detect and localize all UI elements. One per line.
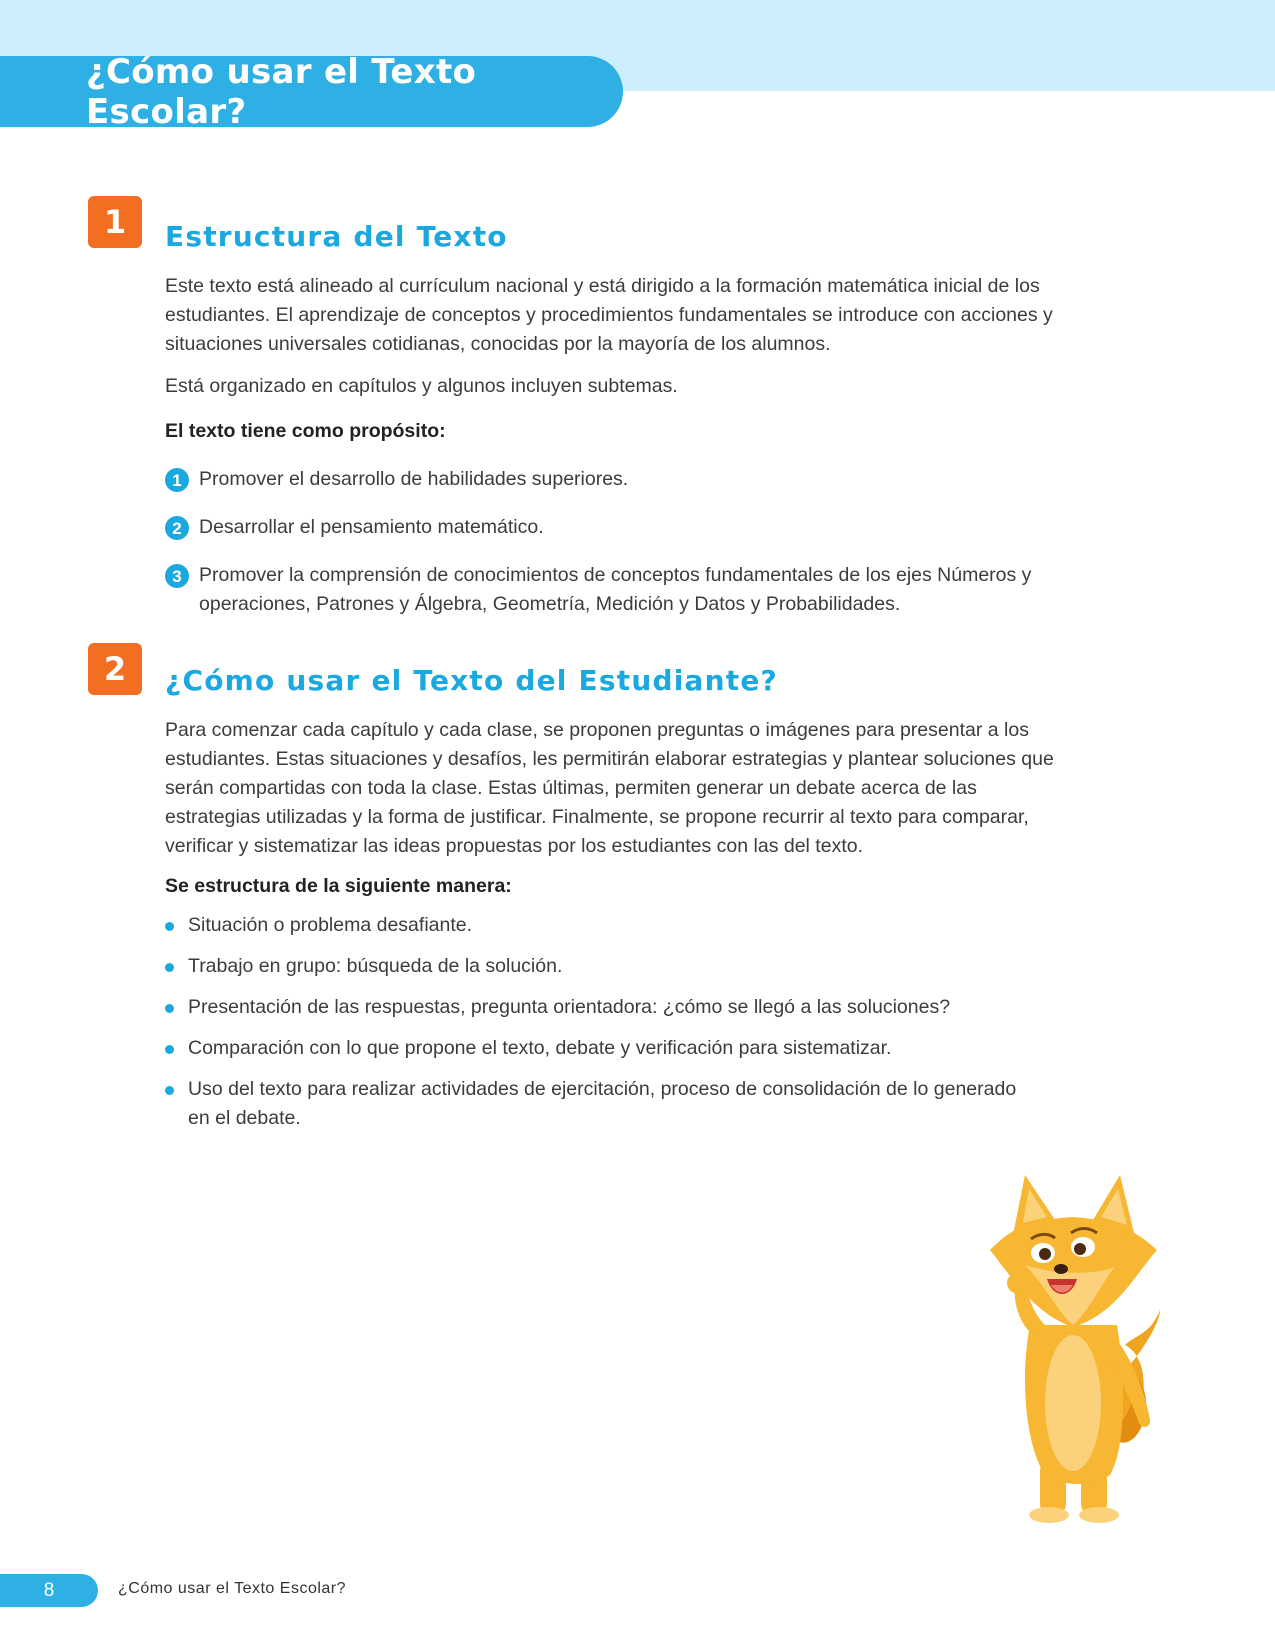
purpose-text: Desarrollar el pensamiento matemático. [199, 516, 544, 538]
number-circle-icon: 1 [165, 468, 189, 492]
step-text: Uso del texto para realizar actividades de ejercitación, proceso de consolidación de lo generado en el debate. [188, 1078, 1017, 1129]
page-number: 8 [43, 1579, 55, 1601]
bullet-dot-icon [165, 1086, 174, 1095]
structure-step-1 [165, 911, 1025, 940]
purpose-text: Promover el desarrollo de habilidades superiores. [199, 468, 629, 490]
purpose-item-3 [165, 561, 1065, 619]
structure-step-2 [165, 952, 1025, 981]
page-title-banner [0, 51, 623, 132]
purpose-heading: El texto tiene como propósito: [165, 420, 446, 442]
section-2-intro: Para comenzar cada capítulo y cada clase, se proponen preguntas o imágenes para presentar a los estudiantes. Estas situaciones y desafíos, les permitirán elaborar estrategias y plantear soluciones que serán compartidas con toda la clase. Estas últimas, permiten generar un debate acerca de las estrategias utilizadas y la forma de justificar. Finalmente, se propone recurrir al texto para comparar, verificar y sistematizar las ideas propuestas por los estudiantes con las del texto. [165, 719, 1054, 857]
step-text: Trabajo en grupo: búsqueda de la solución. [188, 955, 563, 977]
bullet-dot-icon [165, 922, 174, 931]
structure-step-4 [165, 1034, 1025, 1063]
number-circle-icon: 2 [165, 516, 189, 540]
section-1-intro: Este texto está alineado al currículum nacional y está dirigido a la formación matemática inicial de los estudiantes. El aprendizaje de conceptos y procedimientos fundamentales se introduce con acciones y situaciones universales cotidianas, conocidas por la mayoría de los alumnos. [165, 275, 1053, 355]
section-1-organization: Está organizado en capítulos y algunos incluyen subtemas. [165, 375, 678, 397]
structure-step-5 [165, 1075, 1025, 1133]
number-circle-icon: 3 [165, 564, 189, 588]
purpose-text: Promover la comprensión de conocimientos de conceptos fundamentales de los ejes Números y operaciones, Patrones y Álgebra, Geometría, Medición y Datos y Probabilidades. [199, 564, 1032, 615]
running-title: ¿Cómo usar el Texto Escolar? [118, 1580, 347, 1597]
bullet-dot-icon [165, 1004, 174, 1013]
purpose-item-1 [165, 465, 1065, 494]
structure-heading: Se estructura de la siguiente manera: [165, 875, 512, 897]
section-2-number-badge: 2 [88, 643, 142, 695]
page-number-badge [0, 1574, 98, 1607]
step-text: Situación o problema desafiante. [188, 914, 473, 936]
bullet-dot-icon [165, 1045, 174, 1054]
purpose-item-2 [165, 513, 1065, 542]
step-text: Presentación de las respuestas, pregunta orientadora: ¿cómo se llegó a las soluciones? [188, 996, 951, 1018]
bullet-dot-icon [165, 963, 174, 972]
section-2-title: ¿Cómo usar el Texto del Estudiante? [165, 664, 778, 697]
step-text: Comparación con lo que propone el texto, debate y verificación para sistematizar. [188, 1037, 892, 1059]
page-title: ¿Cómo usar el Texto Escolar? [86, 51, 477, 132]
section-1-title: Estructura del Texto [165, 220, 508, 253]
structure-step-3 [165, 993, 1025, 1022]
fox-mascot-icon [985, 1175, 1170, 1525]
section-1-number-badge: 1 [88, 196, 142, 248]
